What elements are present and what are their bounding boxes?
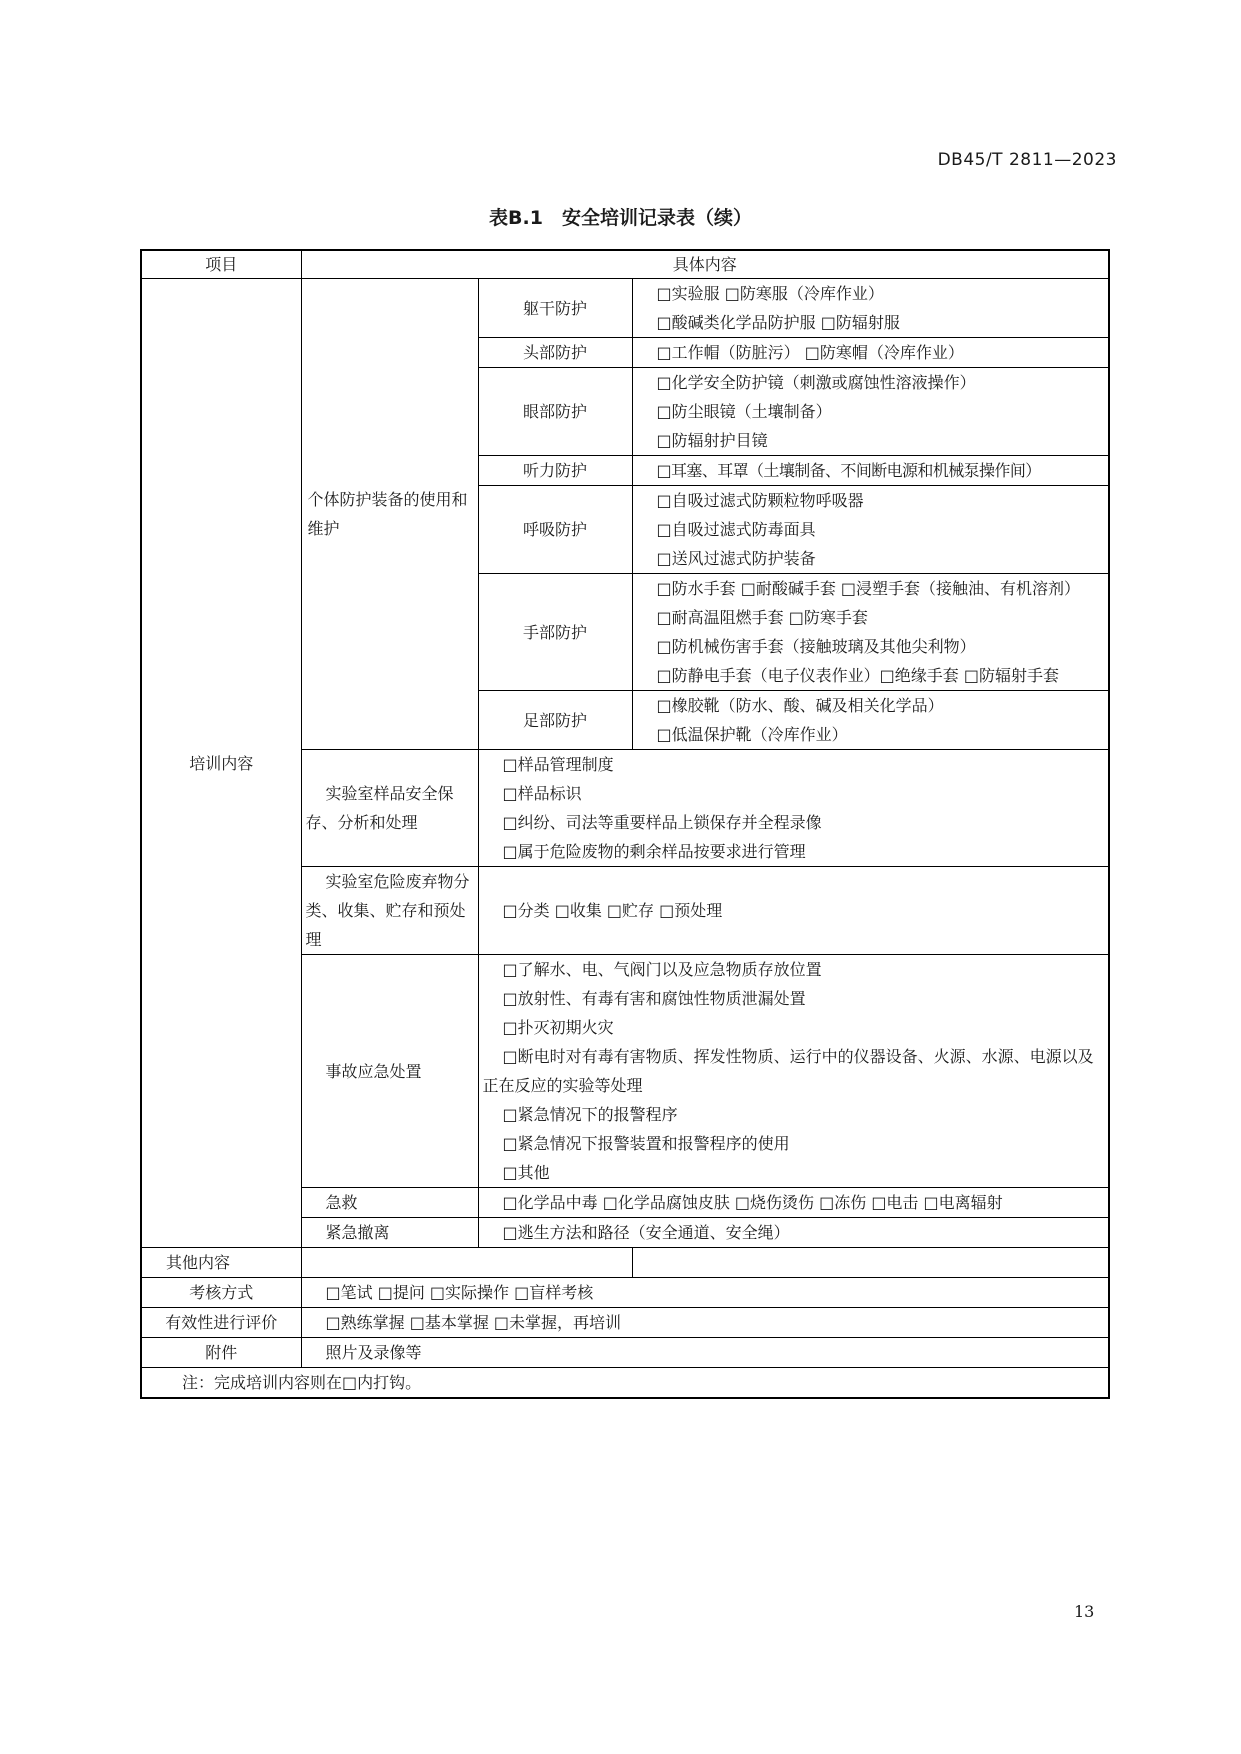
- option-line: □工作帽（防脏污） □防寒帽（冷库作业）: [656, 343, 964, 362]
- emergency-category-label: 事故应急处置: [301, 955, 478, 1188]
- option-line: □放射性、有毒有害和腐蚀性物质泄漏处置: [502, 989, 806, 1008]
- option-line: □化学安全防护镜（刺激或腐蚀性溶液操作）: [656, 373, 976, 392]
- assess-value: [301, 1278, 1109, 1308]
- ppe-options-respiratory: [632, 486, 1109, 574]
- other-row: [141, 1248, 1109, 1278]
- ppe-part-head: 头部防护: [478, 338, 632, 368]
- option-line: □紧急情况下的报警程序: [502, 1105, 678, 1124]
- option-line: □低温保护靴（冷库作业）: [656, 725, 848, 744]
- page-number: 13: [1074, 1602, 1095, 1621]
- option-line: □熟练掌握 □基本掌握 □未掌握，再培训: [325, 1313, 622, 1332]
- header-content: 具体内容: [301, 250, 1109, 279]
- attach-row: [141, 1338, 1109, 1368]
- option-line: □橡胶靴（防水、酸、碱及相关化学品）: [656, 696, 944, 715]
- attach-value: [301, 1338, 1109, 1368]
- option-line: □分类 □收集 □贮存 □预处理: [502, 901, 723, 920]
- option-line: □逃生方法和路径（安全通道、安全绳）: [502, 1223, 790, 1242]
- ppe-options-head: [632, 338, 1109, 368]
- option-line: □自吸过滤式防颗粒物呼吸器: [656, 491, 864, 510]
- ppe-part-respiratory: 呼吸防护: [478, 486, 632, 574]
- eval-row: [141, 1308, 1109, 1338]
- ppe-part-foot: 足部防护: [478, 691, 632, 750]
- option-line: □耐高温阻燃手套 □防寒手套: [656, 608, 868, 627]
- option-line: □属于危险废物的剩余样品按要求进行管理: [502, 842, 806, 861]
- option-line: □纠纷、司法等重要样品上锁保存并全程录像: [502, 813, 822, 832]
- option-line: □样品标识: [502, 784, 582, 803]
- header-item: 项目: [141, 250, 301, 279]
- emergency-options: [478, 955, 1109, 1188]
- evac-options: [478, 1218, 1109, 1248]
- ppe-row-torso: [141, 279, 1109, 338]
- eval-value: [301, 1308, 1109, 1338]
- firstaid-options: [478, 1188, 1109, 1218]
- option-line: □送风过滤式防护装备: [656, 549, 816, 568]
- option-line: □其他: [502, 1163, 550, 1182]
- ppe-options-hearing: [632, 456, 1109, 486]
- ppe-part-hearing: 听力防护: [478, 456, 632, 486]
- table-caption: 表B.1 安全培训记录表（续）: [489, 207, 752, 229]
- option-line: □化学品中毒 □化学品腐蚀皮肤 □烧伤烫伤 □冻伤 □电击 □电离辐射: [502, 1193, 1003, 1212]
- ppe-category-label: 个体防护装备的使用和维护: [301, 279, 478, 750]
- option-line: 照片及录像等: [325, 1343, 422, 1362]
- option-line: □了解水、电、气阀门以及应急物质存放位置: [502, 960, 822, 979]
- document-code: DB45/T 2811—2023: [937, 150, 1117, 170]
- option-line: □紧急情况下报警装置和报警程序的使用: [502, 1134, 790, 1153]
- assess-row: [141, 1278, 1109, 1308]
- ppe-options-hand: [632, 574, 1109, 691]
- other-value: [301, 1248, 632, 1278]
- option-line: □扑灭初期火灾: [502, 1018, 614, 1037]
- note-row: [141, 1368, 1109, 1399]
- sample-category-label: 实验室样品安全保存、分析和处理: [301, 750, 478, 867]
- option-line: □断电时对有毒有害物质、挥发性物质、运行中的仪器设备、火源、水源、电源以及正在反应的实验等处理: [482, 1047, 1094, 1095]
- sample-options: [478, 750, 1109, 867]
- option-line: □防静电手套（电子仪表作业）□绝缘手套 □防辐射手套: [656, 666, 1059, 685]
- option-line: □防尘眼镜（土壤制备）: [656, 402, 832, 421]
- ppe-part-torso: 躯干防护: [478, 279, 632, 338]
- other-category-label: 其他内容: [141, 1248, 301, 1278]
- ppe-options-foot: [632, 691, 1109, 750]
- evac-category-label: 紧急撤离: [301, 1218, 478, 1248]
- table-note: 注：完成培训内容则在□内打钩。: [141, 1368, 1109, 1399]
- assess-label: 考核方式: [141, 1278, 301, 1308]
- option-line: □样品管理制度: [502, 755, 614, 774]
- training-content-label: 培训内容: [141, 279, 301, 1248]
- waste-category-label: 实验室危险废弃物分类、收集、贮存和预处理: [301, 867, 478, 955]
- firstaid-category-label: 急救: [301, 1188, 478, 1218]
- ppe-options-eye: [632, 368, 1109, 456]
- option-line: □耳塞、耳罩（土壤制备、不间断电源和机械泵操作间）: [656, 461, 1041, 480]
- option-line: □实验服 □防寒服（冷库作业）: [656, 284, 884, 303]
- option-line: □防机械伤害手套（接触玻璃及其他尖利物）: [656, 637, 976, 656]
- table-header-row: [141, 250, 1109, 279]
- option-line: □酸碱类化学品防护服 □防辐射服: [656, 313, 900, 332]
- training-record-table: [140, 249, 1110, 1399]
- attach-label: 附件: [141, 1338, 301, 1368]
- ppe-part-eye: 眼部防护: [478, 368, 632, 456]
- option-line: □自吸过滤式防毒面具: [656, 520, 816, 539]
- option-line: □防辐射护目镜: [656, 431, 768, 450]
- option-line: □防水手套 □耐酸碱手套 □浸塑手套（接触油、有机溶剂）: [656, 579, 1081, 598]
- option-line: □笔试 □提问 □实际操作 □盲样考核: [325, 1283, 594, 1302]
- eval-label: 有效性进行评价: [141, 1308, 301, 1338]
- ppe-options-torso: [632, 279, 1109, 338]
- ppe-part-hand: 手部防护: [478, 574, 632, 691]
- waste-options: [478, 867, 1109, 955]
